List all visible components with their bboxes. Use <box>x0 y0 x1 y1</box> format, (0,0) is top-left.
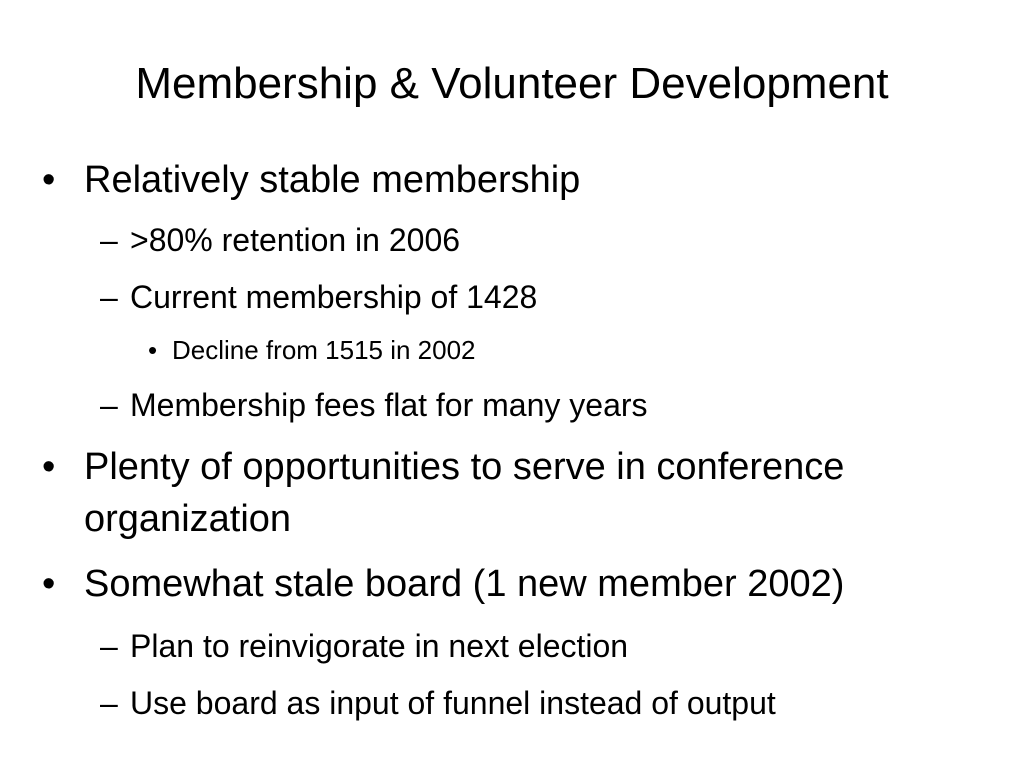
sub-bullet-text: Membership fees flat for many years <box>130 387 648 423</box>
sub-sub-bullet-text: Decline from 1515 in 2002 <box>172 335 476 365</box>
sub-bullet-marker: – <box>100 279 118 315</box>
bullet-text: Plenty of opportunities to serve in conference organization <box>84 446 845 540</box>
slide-title: Membership & Volunteer Development <box>135 59 889 108</box>
sub-bullet-item <box>100 624 1000 668</box>
sub-bullet-text: Plan to reinvigorate in next election <box>130 628 629 664</box>
bullet-item <box>42 558 1014 610</box>
bullet-text: Relatively stable membership <box>84 159 581 201</box>
bullet-marker: • <box>42 446 56 488</box>
sub-bullet-text: Current membership of 1428 <box>130 279 538 315</box>
sub-bullet-marker: – <box>100 628 118 664</box>
sub-bullet-marker: – <box>100 222 118 258</box>
sub-bullet-item <box>100 275 1000 319</box>
bullet-marker: • <box>42 159 56 201</box>
sub-bullet-marker: – <box>100 685 118 721</box>
bullet-marker: • <box>42 563 56 605</box>
sub-bullet-item <box>100 681 1000 725</box>
sub-bullet-marker: – <box>100 387 118 423</box>
sub-bullet-item <box>100 383 1000 427</box>
bullet-item <box>42 154 1014 206</box>
sub-sub-bullet-item <box>148 332 948 368</box>
sub-sub-bullet-marker: • <box>148 335 158 365</box>
sub-bullet-text: Use board as input of funnel instead of output <box>130 685 776 721</box>
sub-bullet-item <box>100 218 1000 262</box>
bullet-item <box>42 441 1014 545</box>
sub-bullet-text: >80% retention in 2006 <box>130 222 461 258</box>
bullet-text: Somewhat stale board (1 new member 2002) <box>84 563 845 605</box>
